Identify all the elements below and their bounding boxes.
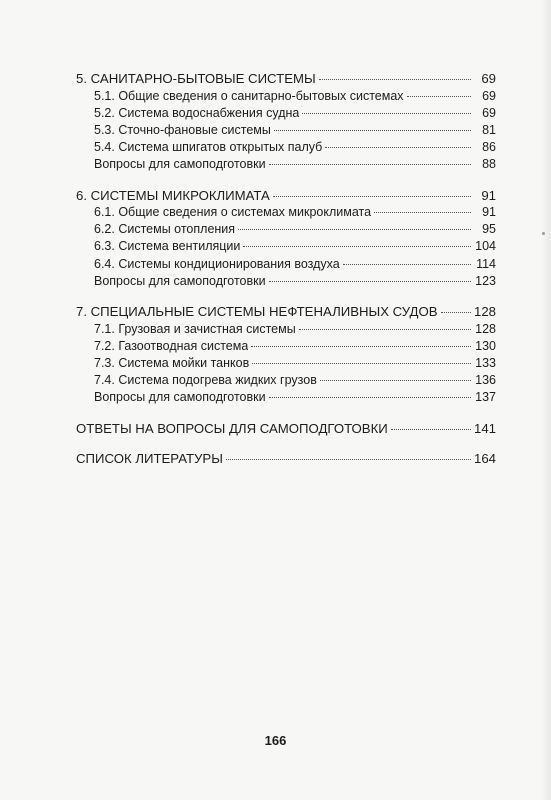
dot-leader	[319, 79, 471, 80]
toc-item-5-1[interactable]	[76, 88, 496, 105]
toc-entry-page: 81	[482, 122, 496, 137]
toc-entry-title: 7.2. Газоотводная система	[94, 338, 249, 353]
toc-entry-page: 91	[482, 205, 496, 220]
toc-item-7-1[interactable]	[76, 321, 496, 338]
toc-item-5-questions[interactable]	[76, 156, 496, 173]
toc-entry-title: 6. СИСТЕМЫ МИКРОКЛИМАТА	[76, 187, 270, 203]
toc-entry-page: 69	[482, 105, 496, 120]
dot-leader	[269, 281, 471, 282]
toc-item-7-4[interactable]	[76, 372, 496, 389]
toc-entry-title: 7.4. Система подогрева жидких грузов	[94, 373, 317, 388]
toc-entry-title: 5.1. Общие сведения о санитарно-бытовых системах	[94, 88, 404, 103]
toc-item-7-2[interactable]	[76, 338, 496, 355]
toc-entry-page: 69	[482, 88, 496, 103]
toc-item-7-3[interactable]	[76, 355, 496, 372]
toc-entry-page: 133	[475, 355, 496, 370]
toc-entry-title: Вопросы для самоподготовки	[94, 390, 266, 405]
toc-entry-title: 5.4. Система шпигатов открытых палуб	[94, 140, 323, 155]
dot-leader	[407, 96, 471, 97]
scan-speck	[542, 232, 545, 235]
toc-entry-page: 130	[475, 338, 496, 353]
dot-leader	[252, 363, 471, 364]
dot-leader	[302, 113, 471, 114]
toc-item-6-questions[interactable]	[76, 273, 496, 290]
toc-item-5-2[interactable]	[76, 105, 496, 122]
toc-references[interactable]	[76, 450, 496, 468]
dot-leader	[299, 329, 471, 330]
section-spacer	[76, 174, 496, 187]
toc-entry-page: 128	[475, 321, 496, 336]
dot-leader	[238, 229, 471, 230]
toc-item-6-1[interactable]	[76, 204, 496, 221]
dot-leader	[343, 264, 471, 265]
toc-section-6[interactable]	[76, 187, 496, 205]
toc-entry-page: 137	[475, 390, 496, 405]
toc-entry-page: 104	[475, 239, 496, 254]
dot-leader	[325, 147, 471, 148]
toc-entry-page: 95	[482, 222, 496, 237]
toc-entry-page: 141	[473, 420, 496, 436]
toc-entry-title: 7.1. Грузовая и зачистная системы	[94, 321, 296, 336]
toc-entry-page: 88	[482, 157, 496, 172]
toc-entry-page: 128	[473, 304, 496, 320]
toc-entry-page: 86	[482, 140, 496, 155]
dot-leader	[269, 164, 471, 165]
dot-leader	[251, 346, 471, 347]
toc-entry-title: 5.2. Система водоснабжения судна	[94, 105, 300, 120]
table-of-contents	[76, 70, 496, 468]
section-spacer	[76, 290, 496, 303]
toc-entry-title: 6.4. Системы кондиционирования воздуха	[94, 256, 340, 271]
page-edge-shadow	[541, 0, 551, 800]
section-spacer	[76, 437, 496, 450]
toc-entry-title: 6.2. Системы отопления	[94, 222, 236, 237]
dot-leader	[320, 380, 471, 381]
dot-leader	[441, 312, 471, 313]
toc-entry-title: СПИСОК ЛИТЕРАТУРЫ	[76, 451, 223, 467]
toc-entry-title: 5. САНИТАРНО-БЫТОВЫЕ СИСТЕМЫ	[76, 71, 316, 86]
toc-section-5[interactable]	[76, 70, 496, 88]
page-number: 166	[264, 733, 287, 748]
toc-entry-page: 114	[476, 256, 496, 271]
dot-leader	[269, 397, 471, 398]
dot-leader	[243, 246, 471, 247]
toc-entry-title: 5.3. Сточно-фановые системы	[94, 122, 271, 137]
toc-entry-page: 136	[475, 373, 496, 388]
dot-leader	[391, 429, 471, 430]
toc-item-6-4[interactable]	[76, 256, 496, 273]
toc-entry-title: 7. СПЕЦИАЛЬНЫЕ СИСТЕМЫ НЕФТЕНАЛИВНЫХ СУДОВ	[76, 304, 438, 320]
toc-entry-title: 6.3. Система вентиляции	[94, 239, 241, 254]
dot-leader	[274, 130, 471, 131]
toc-item-7-questions[interactable]	[76, 389, 496, 406]
toc-section-7[interactable]	[76, 303, 496, 321]
dot-leader	[273, 196, 471, 197]
toc-entry-title: 7.3. Система мойки танков	[94, 355, 250, 370]
toc-entry-title: Вопросы для самоподготовки	[94, 273, 266, 288]
toc-item-6-2[interactable]	[76, 221, 496, 238]
dot-leader	[226, 459, 471, 460]
toc-entry-title: 6.1. Общие сведения о системах микроклимата	[94, 205, 372, 220]
toc-item-6-3[interactable]	[76, 238, 496, 255]
toc-item-5-4[interactable]	[76, 139, 496, 156]
toc-entry-page: 69	[481, 71, 496, 86]
toc-entry-page: 164	[473, 451, 496, 467]
dot-leader	[374, 212, 471, 213]
toc-entry-page: 91	[481, 187, 496, 203]
toc-answers[interactable]	[76, 420, 496, 438]
section-spacer	[76, 407, 496, 420]
toc-entry-title: Вопросы для самоподготовки	[94, 157, 266, 172]
toc-entry-page: 123	[475, 273, 496, 288]
toc-entry-title: ОТВЕТЫ НА ВОПРОСЫ ДЛЯ САМОПОДГОТОВКИ	[76, 420, 388, 436]
toc-item-5-3[interactable]	[76, 122, 496, 139]
